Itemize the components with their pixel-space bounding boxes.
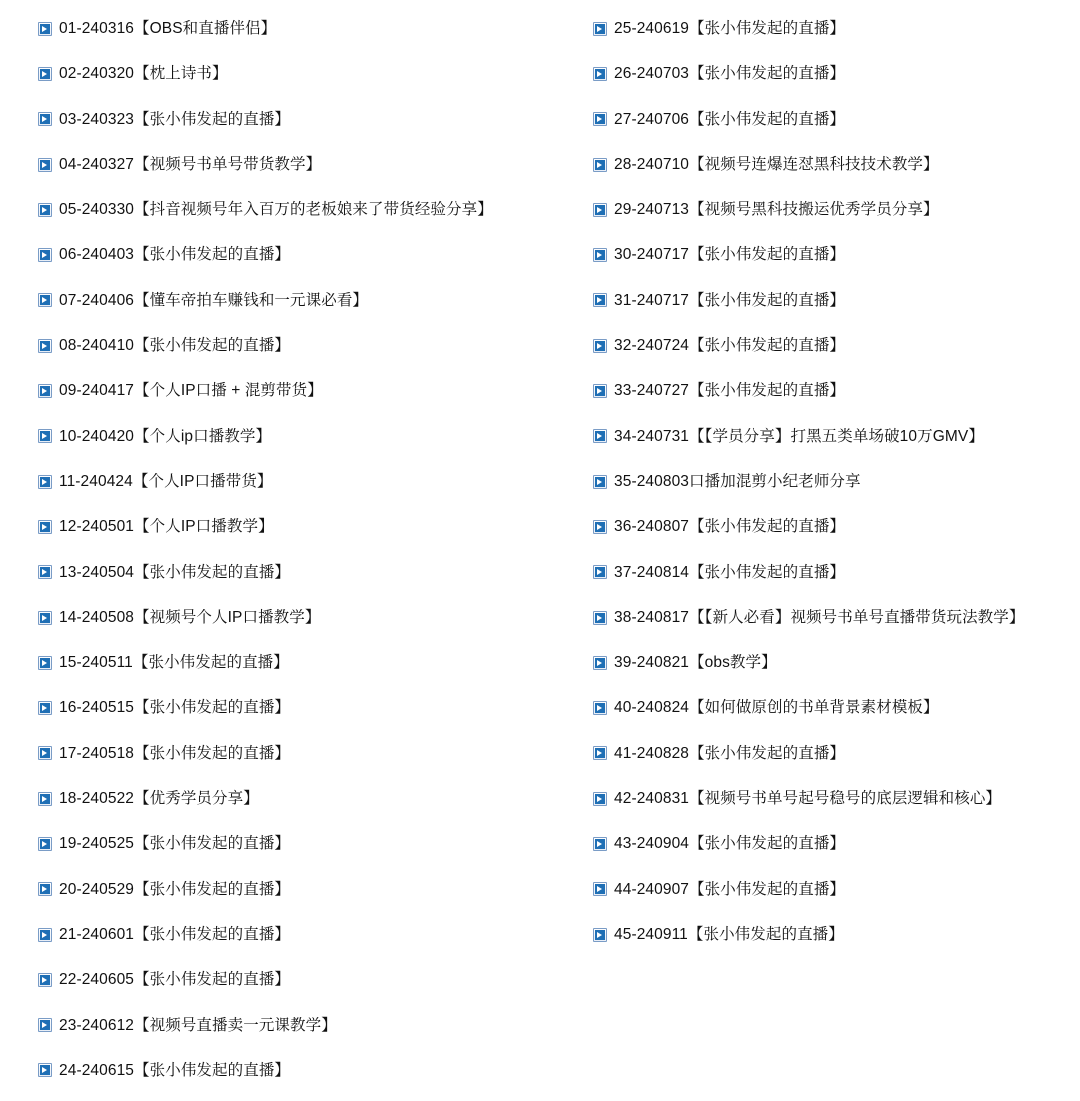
file-name: 07-240406【懂车帝拍车赚钱和一元课必看】 [59, 291, 369, 309]
media-file-icon [593, 158, 607, 172]
file-name: 23-240612【视频号直播卖一元课教学】 [59, 1016, 337, 1034]
list-item[interactable] [593, 142, 1080, 187]
media-file-icon [593, 746, 607, 760]
media-file-icon [38, 746, 52, 760]
file-name: 01-240316【OBS和直播伴侣】 [59, 20, 277, 37]
list-item[interactable] [38, 867, 545, 912]
list-item[interactable] [593, 278, 1080, 323]
list-item[interactable] [38, 278, 545, 323]
media-file-icon [593, 928, 607, 942]
media-file-icon [593, 203, 607, 217]
media-file-icon [593, 701, 607, 715]
file-name: 18-240522【优秀学员分享】 [59, 790, 259, 808]
file-name: 38-240817【【新人必看】视频号书单号直播带货玩法教学】 [614, 608, 1025, 626]
media-file-icon [38, 1018, 52, 1032]
file-name: 19-240525【张小伟发起的直播】 [59, 835, 291, 853]
list-item[interactable] [593, 640, 1080, 685]
media-file-icon [38, 701, 52, 715]
media-file-icon [38, 384, 52, 398]
file-name: 13-240504【张小伟发起的直播】 [59, 563, 291, 581]
file-name: 35-240803口播加混剪小纪老师分享 [614, 472, 861, 490]
media-file-icon [38, 1063, 52, 1077]
list-item[interactable] [38, 414, 545, 459]
file-name: 40-240824【如何做原创的书单背景素材模板】 [614, 699, 939, 717]
file-name: 15-240511【张小伟发起的直播】 [59, 654, 289, 672]
list-item[interactable] [593, 867, 1080, 912]
list-item[interactable] [593, 414, 1080, 459]
file-name: 09-240417【个人IP口播 + 混剪带货】 [59, 382, 323, 400]
media-file-icon [38, 339, 52, 353]
media-file-icon [38, 248, 52, 262]
media-file-icon [38, 293, 52, 307]
media-file-icon [38, 67, 52, 81]
file-name: 25-240619【张小伟发起的直播】 [614, 20, 846, 37]
file-name: 26-240703【张小伟发起的直播】 [614, 65, 846, 83]
file-name: 36-240807【张小伟发起的直播】 [614, 518, 846, 536]
list-item[interactable] [38, 142, 545, 187]
file-name: 37-240814【张小伟发起的直播】 [614, 563, 846, 581]
list-item[interactable] [38, 1003, 545, 1048]
media-file-icon [38, 565, 52, 579]
list-item[interactable] [593, 776, 1080, 821]
media-file-icon [38, 22, 52, 36]
file-name: 05-240330【抖音视频号年入百万的老板娘来了带货经验分享】 [59, 201, 493, 219]
file-name: 27-240706【张小伟发起的直播】 [614, 110, 846, 128]
list-item[interactable] [38, 51, 545, 96]
list-item[interactable] [38, 595, 545, 640]
file-name: 04-240327【视频号书单号带货教学】 [59, 155, 322, 173]
list-item[interactable] [38, 368, 545, 413]
file-name: 30-240717【张小伟发起的直播】 [614, 246, 846, 264]
list-item[interactable] [593, 685, 1080, 730]
file-name: 10-240420【个人ip口播教学】 [59, 427, 272, 445]
media-file-icon [593, 67, 607, 81]
list-item[interactable] [593, 6, 1080, 51]
file-name: 02-240320【枕上诗书】 [59, 65, 228, 83]
list-item[interactable] [38, 6, 545, 51]
list-item[interactable] [593, 504, 1080, 549]
list-item[interactable] [38, 731, 545, 776]
list-item[interactable] [38, 1048, 545, 1093]
file-name: 20-240529【张小伟发起的直播】 [59, 880, 291, 898]
file-name: 31-240717【张小伟发起的直播】 [614, 291, 846, 309]
list-item[interactable] [38, 957, 545, 1002]
media-file-icon [38, 656, 52, 670]
media-file-icon [593, 565, 607, 579]
list-item[interactable] [38, 776, 545, 821]
media-file-icon [593, 656, 607, 670]
file-name: 06-240403【张小伟发起的直播】 [59, 246, 291, 264]
list-item[interactable] [38, 821, 545, 866]
media-file-icon [593, 882, 607, 896]
file-name: 29-240713【视频号黑科技搬运优秀学员分享】 [614, 201, 939, 219]
media-file-icon [38, 611, 52, 625]
list-item[interactable] [38, 640, 545, 685]
file-name: 03-240323【张小伟发起的直播】 [59, 110, 291, 128]
list-item[interactable] [593, 187, 1080, 232]
file-name: 45-240911【张小伟发起的直播】 [614, 925, 844, 943]
file-name: 44-240907【张小伟发起的直播】 [614, 880, 846, 898]
list-item[interactable] [38, 459, 545, 504]
media-file-icon [38, 973, 52, 987]
media-file-icon [38, 429, 52, 443]
list-item[interactable] [593, 731, 1080, 776]
file-name: 28-240710【视频号连爆连怼黑科技技术教学】 [614, 155, 939, 173]
list-item[interactable] [593, 97, 1080, 142]
media-file-icon [593, 112, 607, 126]
media-file-icon [593, 429, 607, 443]
media-file-icon [38, 882, 52, 896]
file-name: 14-240508【视频号个人IP口播教学】 [59, 608, 321, 626]
list-item[interactable] [38, 187, 545, 232]
list-item[interactable] [593, 550, 1080, 595]
list-item[interactable] [38, 97, 545, 142]
media-file-icon [593, 22, 607, 36]
media-file-icon [38, 520, 52, 534]
list-item[interactable] [593, 232, 1080, 277]
media-file-icon [38, 928, 52, 942]
list-item[interactable] [593, 368, 1080, 413]
file-name: 17-240518【张小伟发起的直播】 [59, 744, 291, 762]
list-item[interactable] [38, 912, 545, 957]
media-file-icon [593, 792, 607, 806]
media-file-icon [593, 475, 607, 489]
file-list-column-right [545, 6, 1080, 1101]
media-file-icon [38, 203, 52, 217]
media-file-icon [593, 293, 607, 307]
list-item[interactable] [38, 323, 545, 368]
list-item[interactable] [593, 459, 1080, 504]
list-item[interactable] [593, 323, 1080, 368]
media-file-icon [593, 837, 607, 851]
media-file-icon [38, 792, 52, 806]
file-name: 32-240724【张小伟发起的直播】 [614, 337, 846, 355]
list-item[interactable] [38, 685, 545, 730]
media-file-icon [593, 611, 607, 625]
list-item[interactable] [38, 232, 545, 277]
media-file-icon [593, 384, 607, 398]
media-file-icon [38, 475, 52, 489]
file-list-column-left [0, 6, 545, 1101]
media-file-icon [593, 520, 607, 534]
list-item[interactable] [593, 595, 1080, 640]
file-name: 21-240601【张小伟发起的直播】 [59, 925, 291, 943]
file-name: 22-240605【张小伟发起的直播】 [59, 971, 291, 989]
list-item[interactable] [593, 912, 1080, 957]
file-name: 16-240515【张小伟发起的直播】 [59, 699, 291, 717]
media-file-icon [593, 339, 607, 353]
file-name: 39-240821【obs教学】 [614, 654, 777, 672]
file-name: 42-240831【视频号书单号起号稳号的底层逻辑和核心】 [614, 790, 1002, 808]
file-name: 11-240424【个人IP口播带货】 [59, 472, 273, 490]
file-name: 12-240501【个人IP口播教学】 [59, 518, 274, 536]
list-item[interactable] [38, 550, 545, 595]
list-item[interactable] [593, 51, 1080, 96]
list-item[interactable] [593, 821, 1080, 866]
file-name: 33-240727【张小伟发起的直播】 [614, 382, 846, 400]
list-item[interactable] [38, 504, 545, 549]
file-name: 43-240904【张小伟发起的直播】 [614, 835, 846, 853]
media-file-icon [38, 158, 52, 172]
file-name: 08-240410【张小伟发起的直播】 [59, 337, 291, 355]
file-name: 41-240828【张小伟发起的直播】 [614, 744, 846, 762]
media-file-icon [593, 248, 607, 262]
media-file-icon [38, 837, 52, 851]
media-file-icon [38, 112, 52, 126]
file-name: 24-240615【张小伟发起的直播】 [59, 1061, 291, 1079]
file-name: 34-240731【【学员分享】打黑五类单场破10万GMV】 [614, 427, 984, 445]
